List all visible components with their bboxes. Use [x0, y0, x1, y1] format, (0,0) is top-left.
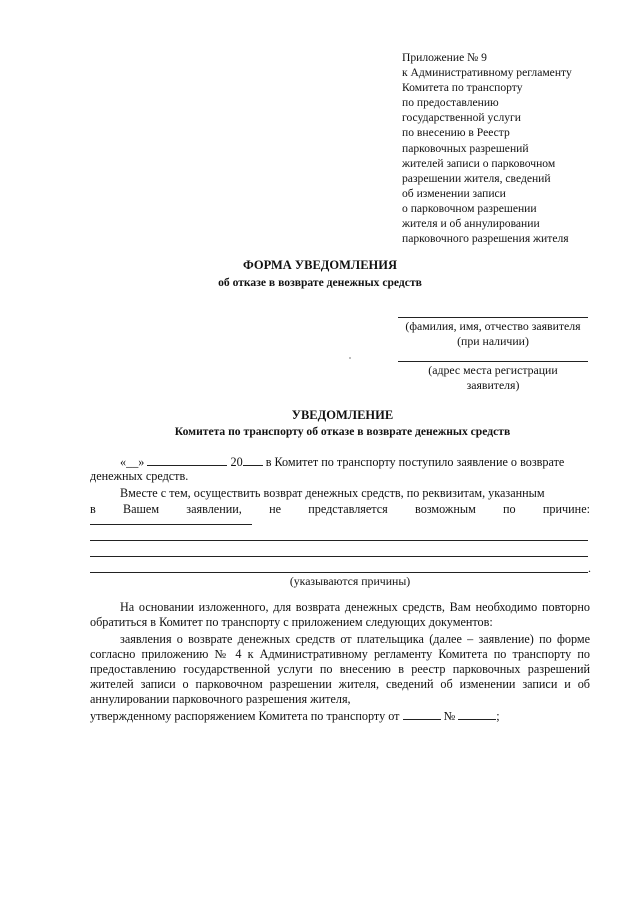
appendix-line: Комитета по транспорту	[402, 81, 523, 95]
form-subtitle: об отказе в возврате денежных средств	[218, 276, 422, 289]
appendix-block	[402, 50, 612, 246]
applicant-name-caption-2: (при наличии)	[457, 334, 529, 348]
reasons-dot: .	[588, 561, 591, 575]
appendix-line: государственной услуги	[402, 111, 522, 125]
date-line-cont: денежных средств.	[90, 469, 189, 483]
appendix-line: к Административному регламенту	[402, 66, 572, 80]
reason-line-1	[90, 524, 252, 525]
reasons-caption: (указываются причины)	[289, 574, 411, 588]
appendix-line: парковочного разрешения жителя	[402, 232, 569, 246]
applicant-address-line	[398, 361, 588, 362]
appendix-line: по предоставлению	[402, 96, 499, 110]
reason-line-3	[90, 556, 588, 557]
appendix-line: по внесению в Реестр	[402, 126, 510, 140]
appendix-line: разрешении жителя, сведений	[402, 171, 551, 185]
approved-line	[90, 708, 590, 724]
date-year-blank	[243, 454, 263, 466]
appendix-line: жителя и об аннулировании	[402, 217, 540, 231]
appendix-line: о парковочном разрешении	[402, 201, 537, 215]
date-close-quote: »	[138, 455, 145, 469]
reason-line-4	[90, 572, 588, 573]
notice-title: УВЕДОМЛЕНИЕ	[291, 408, 394, 422]
appendix-line: парковочных разрешений	[402, 141, 529, 155]
applicant-address-caption: (адрес места регистрации	[428, 363, 558, 377]
applicant-name-line	[398, 317, 588, 318]
application-paragraph: заявления о возврате денежных средств от плательщика (далее – заявление) по форме согласно приложению № 4 к Административному регламенту Комитета по транспорту по предоставлению государственной услуги по внесению в реестр парковочных разрешений жителей записи о парковочном разрешении жителя, сведений об изменении записи и об аннулировании парковочного разрешения жителя,	[90, 632, 590, 707]
approved-number-blank	[458, 708, 496, 720]
reason-line-2	[90, 540, 588, 541]
refusal-line-1: Вместе с тем, осуществить возврат денежных средств, по реквизитам, указанным	[120, 486, 545, 500]
approved-text: утвержденному распоряжением Комитета по транспорту от	[90, 709, 400, 723]
appendix-line: Приложение № 9	[402, 51, 487, 64]
scan-speck	[349, 357, 351, 359]
approved-date-blank	[403, 708, 441, 720]
approved-num-sign: №	[443, 709, 456, 723]
date-month-blank	[147, 454, 227, 466]
date-day: __	[126, 455, 139, 469]
date-open-quote: «	[120, 455, 127, 469]
date-year-prefix: 20	[230, 455, 243, 469]
applicant-address-caption-2: заявителя)	[466, 378, 520, 392]
approved-end: ;	[496, 709, 500, 723]
basis-paragraph: На основании изложенного, для возврата денежных средств, Вам необходимо повторно обратиться в Комитет по транспорту с приложением следующих документов:	[90, 600, 590, 630]
form-title: ФОРМА УВЕДОМЛЕНИЯ	[242, 258, 398, 272]
date-line	[90, 454, 590, 470]
refusal-line-2: в Вашем заявлении, не представляется возможным по причине:	[90, 502, 590, 516]
applicant-name-caption: (фамилия, имя, отчество заявителя	[405, 319, 581, 333]
notice-subtitle: Комитета по транспорту об отказе в возврате денежных средств	[174, 425, 511, 438]
appendix-line: жителей записи о парковочном	[402, 156, 556, 170]
date-line-text: в Комитет по транспорту поступило заявление о возврате	[265, 455, 565, 469]
appendix-line: об изменении записи	[402, 186, 506, 200]
